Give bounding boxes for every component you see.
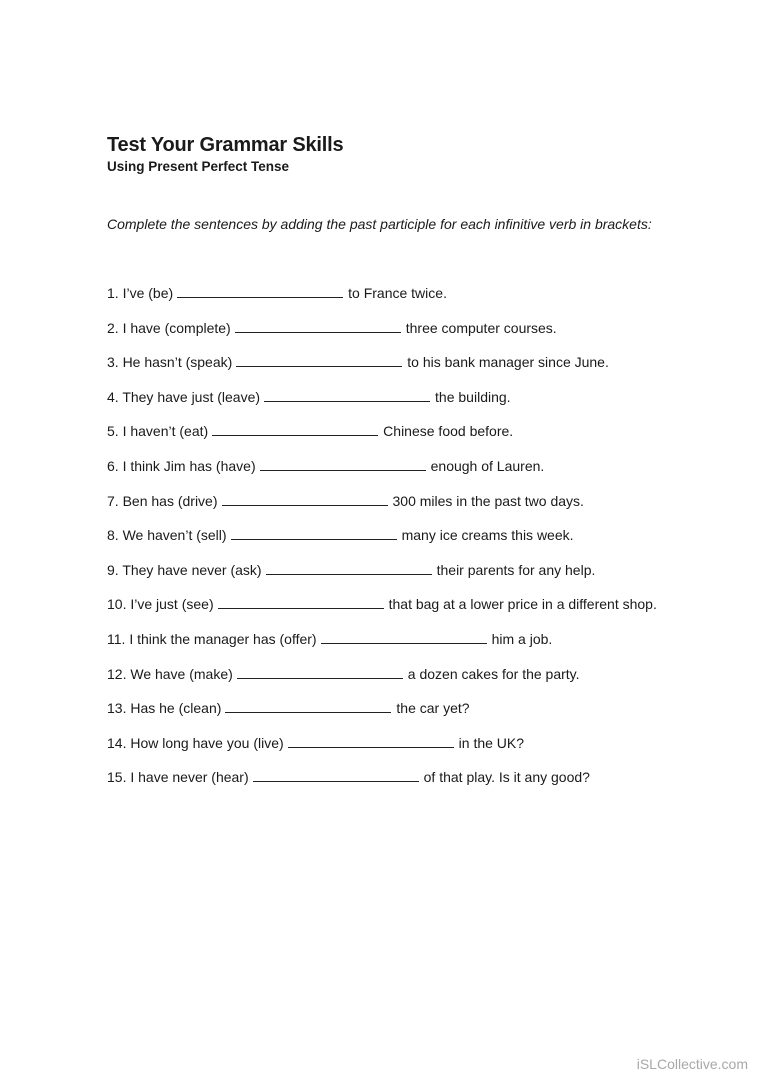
question-continuation: three computer courses. [405, 319, 557, 336]
question-item [107, 657, 667, 692]
question-list [107, 276, 667, 795]
answer-blank[interactable] [225, 698, 391, 713]
question-prompt: 1. I’ve (be) [107, 285, 174, 301]
answer-blank[interactable] [237, 664, 403, 679]
question-continuation: their parents for any help. [436, 561, 596, 578]
question-prompt: 14. How long have you (live) [107, 734, 284, 751]
watermark-text: iSLCollective.com [636, 1056, 748, 1072]
question-continuation: that bag at a lower price in a different shop. [388, 596, 657, 613]
question-item [107, 276, 667, 311]
question-prompt: 10. I’ve just (see) [107, 596, 214, 613]
question-continuation: enough of Lauren. [430, 457, 545, 474]
question-continuation: Chinese food before. [383, 423, 514, 440]
question-prompt: 13. Has he (clean) [107, 700, 222, 717]
answer-blank[interactable] [231, 525, 397, 540]
question-continuation: of that play. Is it any good? [423, 769, 590, 786]
question-prompt: 8. We haven’t (sell) [107, 527, 227, 544]
question-prompt: 15. I have never (hear) [107, 769, 249, 786]
question-item [107, 380, 667, 415]
question-item [107, 760, 667, 795]
answer-blank[interactable] [235, 318, 401, 333]
instructions-text: Complete the sentences by adding the past participle for each infinitive verb in brackets: [107, 216, 652, 232]
question-continuation: many ice creams this week. [401, 527, 574, 544]
answer-blank[interactable] [222, 491, 388, 506]
question-continuation: the building. [435, 388, 511, 405]
question-item [107, 587, 667, 622]
answer-blank[interactable] [218, 594, 384, 609]
question-prompt: 12. We have (make) [107, 665, 233, 682]
question-item [107, 553, 667, 588]
page-subtitle: Using Present Perfect Tense [107, 159, 290, 174]
question-item [107, 622, 667, 657]
question-continuation: him a job. [491, 630, 553, 647]
question-continuation: the car yet? [396, 700, 470, 717]
answer-blank[interactable] [288, 733, 454, 748]
answer-blank[interactable] [260, 456, 426, 471]
page-title: Test Your Grammar Skills [107, 134, 344, 156]
question-prompt: 5. I haven’t (eat) [107, 423, 209, 440]
answer-blank[interactable] [212, 421, 378, 436]
question-continuation: 300 miles in the past two days. [392, 492, 584, 509]
question-item [107, 449, 667, 484]
question-continuation: a dozen cakes for the party. [407, 665, 580, 682]
question-item [107, 726, 667, 761]
answer-blank[interactable] [264, 387, 430, 402]
question-continuation: in the UK? [458, 734, 525, 751]
question-prompt: 3. He hasn’t (speak) [107, 354, 233, 371]
question-item [107, 311, 667, 346]
answer-blank[interactable] [266, 560, 432, 575]
question-item [107, 691, 667, 726]
answer-blank[interactable] [321, 629, 487, 644]
answer-blank[interactable] [253, 767, 419, 782]
question-prompt: 6. I think Jim has (have) [107, 457, 256, 474]
question-prompt: 4. They have just (leave) [107, 388, 261, 405]
question-item [107, 484, 667, 519]
question-item [107, 414, 667, 449]
answer-blank[interactable] [236, 352, 402, 367]
question-continuation: to his bank manager since June. [407, 354, 609, 371]
question-continuation: to France twice. [348, 285, 447, 301]
answer-blank[interactable] [177, 283, 343, 298]
question-prompt: 7. Ben has (drive) [107, 492, 218, 509]
question-prompt: 11. I think the manager has (offer) [107, 630, 317, 647]
question-item [107, 518, 667, 553]
question-prompt: 2. I have (complete) [107, 319, 231, 336]
question-item [107, 345, 667, 380]
question-prompt: 9. They have never (ask) [107, 561, 262, 578]
